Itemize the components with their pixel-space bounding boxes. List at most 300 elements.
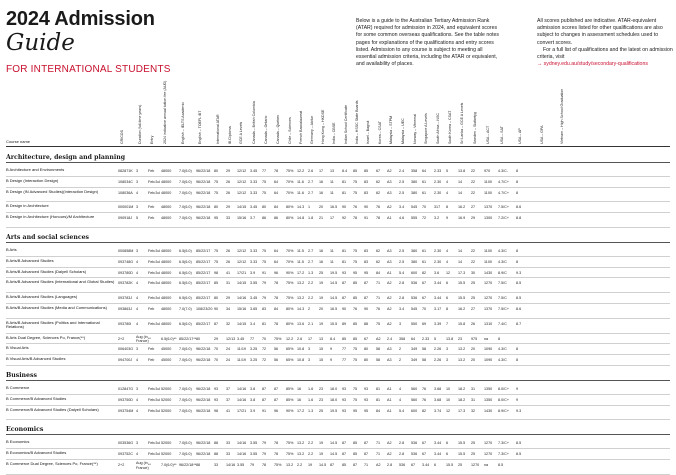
- table-cell: 1270: [484, 441, 493, 446]
- column-header: [252, 86, 256, 144]
- table-cell: 3.55: [250, 281, 258, 286]
- table-cell: 12/13: [226, 336, 236, 341]
- table-cell: 48000: [161, 169, 172, 173]
- table-cell: 71: [376, 452, 381, 457]
- table-cell: 1100: [484, 259, 492, 264]
- table-cell: 4: [136, 321, 139, 326]
- table-cell: 8.7: [516, 321, 522, 326]
- table-cell: 11/19: [237, 347, 246, 352]
- table-cell: 75%: [286, 281, 294, 286]
- table-cell: 560: [411, 387, 418, 391]
- table-cell: 4.3/C: [498, 249, 507, 253]
- table-cell: 85%: [286, 397, 294, 402]
- column-header-label: Entry: [150, 135, 154, 144]
- table-cell: 4: [446, 259, 449, 264]
- column-header-label: USA – AP: [518, 128, 522, 144]
- table-cell: 3.74: [434, 408, 442, 413]
- table-cell: 7.5/C: [498, 296, 507, 301]
- table-cell: 3.45: [250, 296, 258, 301]
- table-cell: 4: [136, 358, 139, 363]
- intro-left: [356, 18, 504, 68]
- column-header-label: 2024 indicative annual tuition fee (AUD): [163, 80, 167, 144]
- table-cell: 81: [376, 397, 381, 402]
- course-name[interactable]: B Arts/B Advanced Studies (Dalyell Scholars): [6, 268, 87, 274]
- table-cell: 9: [330, 358, 333, 363]
- table-cell: 33: [226, 452, 231, 457]
- section-title: Architecture, design and planning: [6, 154, 670, 163]
- table-cell: 33: [214, 463, 219, 467]
- table-cell: 7.0(6.0)**: [161, 463, 177, 467]
- table-cell: 2.6: [308, 169, 314, 173]
- table-cell: 25: [471, 441, 476, 446]
- table-cell: 555: [411, 216, 418, 221]
- column-header-label: Korea – CSAT: [378, 121, 382, 144]
- table-cell: 75%: [286, 441, 294, 446]
- table-row: [6, 246, 670, 257]
- table-cell: 8: [516, 190, 519, 195]
- course-name[interactable]: B Design (IN Advanced Studies)(Interaction Design): [6, 188, 99, 194]
- table-cell: 2.2: [308, 281, 314, 286]
- column-header-label: IB Diploma: [228, 126, 232, 144]
- table-cell: 14.5: [319, 463, 327, 467]
- course-name[interactable]: B Commerce/B Advanced Studies (Dalyell Scholars): [6, 406, 99, 412]
- course-name[interactable]: B Visual Arts: [6, 345, 29, 351]
- table-cell: 78: [274, 441, 279, 446]
- table-cell: 108/23/20: [196, 307, 213, 311]
- table-cell: 14/16: [237, 441, 247, 446]
- table-cell: 70%: [286, 249, 294, 253]
- course-name[interactable]: B Arts/B Advanced Studies (International and Global Studies): [6, 279, 115, 285]
- table-cell: 349: [411, 347, 418, 352]
- course-name[interactable]: B Commerce/B Advanced Studies: [6, 395, 67, 401]
- table-cell: 93: [364, 397, 369, 402]
- table-cell: 52000: [161, 387, 172, 391]
- column-header-label: French Baccalaureat: [299, 110, 303, 144]
- table-cell: A3: [387, 347, 392, 352]
- table-cell: 48000: [161, 307, 172, 311]
- table-cell: 85: [353, 281, 358, 286]
- table-cell: 4: [136, 190, 139, 195]
- table-cell: 78: [262, 463, 267, 467]
- table-cell: 1270: [484, 296, 493, 301]
- table-cell: 093750D: [118, 397, 133, 402]
- table-cell: 012847G: [118, 387, 134, 391]
- course-name[interactable]: B Arts/B Advanced Studies (Politics and International Relations): [6, 319, 100, 330]
- table-cell: 21: [319, 216, 324, 221]
- table-cell: 85: [342, 463, 347, 467]
- table-cell: 71: [376, 281, 381, 286]
- table-cell: 85/22/17: [196, 259, 211, 264]
- table-cell: 32: [471, 408, 476, 413]
- table-cell: 6: [434, 463, 437, 467]
- table-cell: Feb/Jul: [148, 281, 161, 286]
- subtitle: FOR INTERNATIONAL STUDENTS: [6, 64, 171, 75]
- column-header-label: Canada – Ontario: [264, 115, 268, 144]
- course-name[interactable]: B Arts/B Advanced Studies (Languages): [6, 294, 78, 300]
- course-name[interactable]: B Commerce Dual Degree, Sciences Po, France(**): [6, 461, 98, 466]
- table-cell: 75%: [274, 463, 282, 467]
- table-cell: 75: [353, 249, 358, 253]
- table-row: [6, 202, 670, 213]
- course-name[interactable]: B Arts: [6, 247, 17, 252]
- table-cell: 8.5: [516, 281, 522, 286]
- table-cell: 80: [214, 205, 219, 210]
- table-cell: 4: [136, 397, 139, 402]
- table-header: [6, 80, 670, 147]
- table-cell: 7.3/C+: [498, 441, 509, 446]
- table-cell: 6: [446, 296, 449, 301]
- table-cell: 8: [446, 205, 449, 210]
- table-cell: 2.30: [434, 179, 442, 184]
- column-header-label: Chile – Sciences: [288, 117, 292, 144]
- table-cell: 19: [308, 463, 313, 467]
- course-name[interactable]: B Economics: [6, 439, 30, 445]
- table-cell: 96/22/18: [196, 387, 211, 391]
- table-cell: 3.7: [250, 216, 256, 221]
- table-cell: 2.4: [387, 336, 393, 341]
- course-name[interactable]: B Arts/B Advanced Studies (Media and Communications): [6, 305, 107, 310]
- table-cell: 23: [319, 387, 324, 391]
- table-cell: 58: [422, 358, 427, 363]
- table-cell: 17.2: [297, 270, 305, 275]
- table-cell: 16: [297, 397, 302, 402]
- table-cell: 75%: [286, 296, 294, 301]
- column-header: [264, 86, 268, 144]
- table-cell: 5: [136, 216, 139, 221]
- column-header-label: South Korea – CSAT: [448, 110, 452, 144]
- table-cell: 3.9: [250, 408, 256, 413]
- table-cell: 19: [319, 281, 324, 286]
- table-cell: A2: [387, 281, 392, 286]
- table-cell: 25: [319, 408, 324, 413]
- table-cell: 23: [319, 397, 324, 402]
- table-cell: 2.2: [297, 463, 303, 467]
- table-cell: 14/16: [237, 397, 247, 402]
- table-cell: 90%: [286, 270, 294, 275]
- column-header-label: Indian School Certificate: [344, 105, 348, 144]
- table-cell: Feb/Jul: [148, 397, 161, 402]
- table-cell: 88: [214, 441, 219, 446]
- course-name[interactable]: B Design in Architecture (Honours)/M Architecture: [6, 214, 95, 220]
- table-cell: 25: [458, 463, 463, 467]
- table-cell: 24: [226, 347, 231, 352]
- table-cell: 545: [411, 307, 418, 311]
- table-cell: 8: [516, 347, 519, 352]
- table-cell: 90: [342, 307, 347, 311]
- table-cell: 7.0(6.0): [179, 190, 192, 195]
- table-row: [6, 268, 670, 279]
- course-name[interactable]: B Design in Architecture: [6, 203, 49, 209]
- table-cell: 96/22/18: [196, 408, 211, 413]
- table-cell: 75: [353, 358, 358, 363]
- table-cell: 3: [136, 441, 139, 446]
- table-cell: 12/12: [237, 179, 247, 184]
- table-cell: 3.4: [250, 321, 256, 326]
- table-cell: 95: [353, 408, 358, 413]
- table-cell: 76: [353, 205, 358, 210]
- table-cell: 83: [364, 249, 369, 253]
- table-cell: 19: [319, 321, 324, 326]
- intro-right-link[interactable]: → sydney.edu.au/study/secondary-qualifications: [537, 61, 648, 68]
- table-cell: 13.2: [297, 452, 305, 457]
- table-row: [6, 304, 670, 319]
- table-cell: 16: [319, 259, 324, 264]
- table-cell: 2+2: [118, 463, 125, 467]
- table-cell: 7.0(6.0): [179, 169, 192, 173]
- column-header: [413, 86, 417, 144]
- table-cell: 79: [262, 296, 267, 301]
- table-cell: 75: [262, 190, 267, 195]
- table-cell: 14: [458, 179, 463, 184]
- table-cell: 75: [262, 259, 267, 264]
- table-cell: 76: [353, 307, 358, 311]
- table-cell: 349: [411, 358, 418, 363]
- table-cell: 2.5: [399, 179, 405, 184]
- table-cell: 4: [136, 296, 139, 301]
- table-cell: na: [484, 336, 489, 341]
- table-cell: 3.33: [250, 190, 258, 195]
- table-cell: Feb/Jul: [148, 408, 161, 413]
- table-cell: 7.0(6.0): [179, 358, 192, 363]
- table-cell: 33: [226, 216, 231, 221]
- table-cell: 13: [319, 336, 324, 341]
- table-cell: 13: [330, 169, 335, 173]
- table-cell: 85/22/17**: [179, 336, 197, 341]
- table-cell: 8.6: [516, 205, 522, 210]
- column-header: [389, 86, 393, 144]
- table-cell: 560: [411, 397, 418, 402]
- course-name[interactable]: B Design (Interaction Design): [6, 177, 59, 183]
- table-cell: 9: [516, 387, 519, 391]
- course-name[interactable]: B Arts/B Advanced Studies: [6, 257, 54, 263]
- table-cell: 6.5(6.0): [179, 259, 192, 264]
- table-cell: 536: [411, 452, 418, 457]
- table-cell: 98: [214, 408, 219, 413]
- course-name[interactable]: B Arts Dual Degree, Sciences Po, France(**): [6, 334, 86, 340]
- table-cell: 12.2: [286, 336, 294, 341]
- table-cell: 1100: [484, 249, 492, 253]
- intro-right-p2: For a full list of qualifications and the latest on admission criteria, visit: [537, 46, 673, 61]
- table-cell: Feb: [148, 358, 155, 363]
- table-cell: **: [148, 463, 151, 467]
- table-cell: 29: [226, 205, 231, 210]
- table-cell: 80%: [286, 321, 294, 326]
- column-header: [518, 86, 522, 144]
- table-cell: 9: [446, 216, 449, 221]
- table-cell: 3: [136, 179, 139, 184]
- table-cell: 8.6: [516, 307, 522, 311]
- table-cell: 1350: [484, 387, 493, 391]
- table-cell: 96/22/18: [196, 452, 211, 457]
- table-cell: 17.2: [297, 408, 305, 413]
- table-cell: 87: [342, 441, 347, 446]
- table-cell: 80%: [286, 216, 294, 221]
- table-row: [6, 334, 670, 345]
- table-cell: 8: [516, 169, 519, 173]
- table-cell: 3.25: [250, 358, 258, 363]
- table-cell: 3: [136, 249, 139, 253]
- table-cell: 6.5(6.0): [179, 321, 192, 326]
- table-cell: 70: [214, 358, 219, 363]
- table-cell: 87: [364, 281, 369, 286]
- table-cell: 85/22/17: [196, 296, 211, 301]
- table-cell: 62: [376, 259, 381, 264]
- table-cell: 80: [262, 205, 267, 210]
- table-cell: Aug (in France): [136, 334, 149, 344]
- table-cell: 15.5: [458, 281, 466, 286]
- table-cell: 8.4: [342, 169, 348, 173]
- table-cell: 52000: [161, 452, 172, 457]
- table-cell: 48000: [161, 179, 172, 184]
- table-cell: 64: [274, 259, 279, 264]
- table-cell: 64: [422, 169, 427, 173]
- table-cell: 75: [214, 179, 219, 184]
- table-cell: 8: [446, 307, 449, 311]
- table-cell: 85%: [286, 387, 294, 391]
- table-cell: 87: [274, 397, 279, 402]
- table-cell: 1370: [484, 307, 493, 311]
- column-header-label: Hong Kong – HKDSE: [321, 109, 325, 144]
- table-cell: 75%: [274, 336, 282, 341]
- table-cell: 26: [226, 249, 231, 253]
- table-cell: 4.3/C-: [498, 169, 509, 173]
- column-header-label: Canada – British Columbia: [252, 101, 256, 144]
- course-name[interactable]: B Commerce: [6, 385, 30, 390]
- table-cell: Feb/Jul: [148, 270, 161, 275]
- table-cell: 4: [399, 397, 402, 402]
- table-cell: 70%: [286, 179, 294, 184]
- course-name[interactable]: B Economics/B Advanced Studies: [6, 450, 67, 456]
- table-cell: 2.8: [387, 463, 393, 467]
- course-name[interactable]: B Visual Arts/B Advanced Studies: [6, 356, 66, 362]
- table-cell: 15: [319, 358, 324, 363]
- table-cell: 12/12: [237, 259, 247, 264]
- table-cell: 093754M: [118, 408, 134, 413]
- table-cell: A3: [387, 190, 392, 195]
- table-cell: 31: [226, 281, 231, 286]
- table-cell: 8.0/C+: [498, 397, 509, 402]
- table-cell: 6.5(6.0): [179, 296, 192, 301]
- table-cell: 14/16: [237, 452, 247, 457]
- table-cell: 79: [262, 281, 267, 286]
- column-header-label: Norway – Vitnemal: [413, 113, 417, 144]
- table-cell: 16.9: [458, 216, 466, 221]
- table-cell: 15.5: [330, 321, 338, 326]
- table-cell: 83: [364, 259, 369, 264]
- table-cell: 4: [446, 190, 449, 195]
- table-cell: 1.3: [308, 270, 314, 275]
- title-line-2: Guide: [6, 30, 75, 56]
- table-cell: 2.5: [399, 259, 405, 264]
- table-row: [6, 278, 670, 293]
- table-cell: 80: [196, 336, 201, 341]
- table-cell: 2.7: [308, 259, 314, 264]
- table-cell: 79: [250, 463, 255, 467]
- table-cell: 13.8: [446, 336, 454, 341]
- table-cell: 15.5: [446, 463, 454, 467]
- table-cell: 8.9/C+: [498, 408, 509, 413]
- table-cell: 4.3/C: [498, 347, 507, 352]
- table-cell: 76: [422, 387, 427, 391]
- table-cell: A3: [387, 259, 392, 264]
- table-cell: 3.44: [422, 463, 430, 467]
- table-cell: 11.6: [297, 190, 304, 195]
- table-cell: 86: [274, 216, 279, 221]
- table-cell: 17: [330, 216, 335, 221]
- table-cell: 3.44: [434, 452, 442, 457]
- column-header: [150, 86, 154, 144]
- table-cell: 2.1: [308, 321, 314, 326]
- table-row: [6, 319, 670, 334]
- table-cell: 2: [308, 307, 311, 311]
- table-cell: 600: [411, 270, 418, 275]
- table-cell: 14.3: [297, 307, 305, 311]
- table-cell: 83: [364, 179, 369, 184]
- table-cell: 61: [422, 190, 427, 195]
- table-cell: 000001M: [118, 205, 134, 210]
- table-cell: 71: [376, 296, 381, 301]
- table-cell: A2: [387, 307, 392, 311]
- table-cell: 380: [411, 249, 418, 253]
- table-cell: 67: [364, 336, 369, 341]
- table-cell: A1: [387, 270, 392, 275]
- table-cell: Feb: [148, 169, 155, 173]
- table-cell: 11: [330, 249, 334, 253]
- table-cell: 4: [446, 249, 449, 253]
- table-cell: Feb: [148, 307, 155, 311]
- table-cell: 76: [376, 307, 381, 311]
- table-cell: 79: [262, 441, 267, 446]
- column-header-label: GCE A Levels: [239, 121, 243, 144]
- table-cell: 536: [411, 296, 418, 301]
- table-cell: A1: [387, 408, 392, 413]
- table-cell: 19.5: [330, 270, 338, 275]
- table-cell: 78: [274, 281, 279, 286]
- table-cell: 75: [353, 397, 358, 402]
- table-cell: 8: [498, 336, 501, 341]
- table-cell: 18.0: [330, 397, 338, 402]
- table-cell: 75: [214, 190, 219, 195]
- table-cell: 85/22/17: [196, 270, 211, 275]
- table-cell: 17/21: [237, 408, 247, 413]
- table-cell: 78: [274, 321, 279, 326]
- table-cell: 45000: [161, 358, 172, 363]
- table-cell: 2.8: [399, 296, 405, 301]
- table-cell: 29: [214, 336, 219, 341]
- table-cell: 26: [226, 190, 231, 195]
- table-cell: 48000: [161, 249, 172, 253]
- table-cell: 2.30: [434, 249, 442, 253]
- table-cell: Feb/Jul: [148, 441, 161, 446]
- table-cell: 67: [422, 441, 427, 446]
- table-cell: 25: [319, 270, 324, 275]
- table-cell: 7.2/C+: [498, 216, 509, 221]
- table-cell: 3.8: [250, 397, 256, 402]
- table-cell: 32: [226, 321, 231, 326]
- table-cell: 75: [262, 179, 267, 184]
- table-cell: 1430: [484, 270, 493, 275]
- table-cell: 3: [308, 347, 311, 352]
- table-cell: 17.3: [458, 270, 466, 275]
- table-cell: Feb/Jul: [148, 179, 161, 184]
- table-cell: 8.9/C: [498, 270, 507, 275]
- table-cell: 1: [308, 205, 311, 210]
- column-header-label: Israel – Bagrut: [366, 120, 370, 144]
- table-cell: 61: [422, 259, 427, 264]
- course-name[interactable]: B Architecture and Environments: [6, 167, 65, 172]
- table-cell: 87: [262, 387, 267, 391]
- table-cell: Feb: [148, 347, 155, 352]
